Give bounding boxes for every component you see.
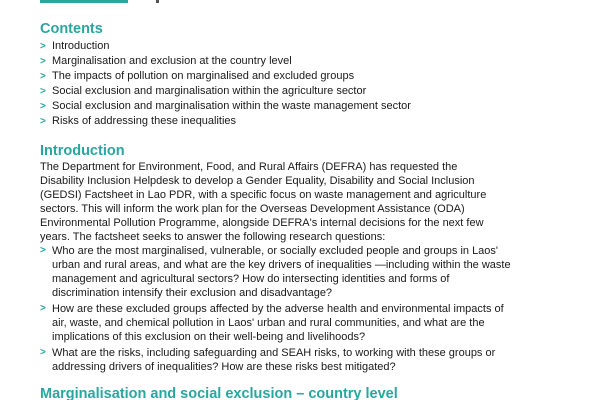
introduction-paragraph xyxy=(40,160,560,244)
paragraph-line: Environmental Pollution Programme, alongside DEFRA's internal decisions for the next few xyxy=(40,217,484,229)
paragraph-line: The Department for Environment, Food, and Rural Affairs (DEFRA) has requested the xyxy=(40,161,458,173)
paragraph-line: Disability Inclusion Helpdesk to develop a Gender Equality, Disability and Social Inclusion xyxy=(40,175,475,187)
question-line: management and agricultural sectors? How do intersecting identities and forms of xyxy=(52,273,450,285)
question-line: Who are the most marginalised, vulnerable, or socially excluded people and groups in Laos' xyxy=(52,245,499,257)
chevron-right-icon: > xyxy=(40,303,46,314)
contents-heading: Contents xyxy=(40,21,103,37)
chevron-right-icon: > xyxy=(40,116,46,127)
chevron-right-icon: > xyxy=(40,101,46,112)
question-line: addressing drivers of inequalities? How are these risks best mitigated? xyxy=(52,361,396,373)
chevron-right-icon: > xyxy=(40,347,46,358)
question-line: What are the risks, including safeguarding and SEAH risks, to working with these groups or xyxy=(52,347,496,359)
chevron-right-icon: > xyxy=(40,41,46,52)
question-line: discrimination intensify their exclusion and disadvantage? xyxy=(52,287,333,299)
contents-list xyxy=(40,39,411,129)
research-questions-list xyxy=(40,244,580,376)
contents-item-label: The impacts of pollution on marginalised and excluded groups xyxy=(52,70,355,82)
chevron-right-icon: > xyxy=(40,86,46,97)
paragraph-line: (GEDSI) Factsheet in Lao PDR, with a specific focus on waste management and agriculture xyxy=(40,189,487,201)
chevron-right-icon: > xyxy=(40,245,46,256)
contents-item[interactable] xyxy=(40,39,411,54)
next-section-heading: Marginalisation and social exclusion – country level xyxy=(40,386,398,400)
contents-item[interactable] xyxy=(40,84,411,99)
contents-item[interactable] xyxy=(40,99,411,114)
question-line: air, waste, and chemical pollution in Laos' urban and rural communities, and what are the xyxy=(52,317,485,329)
introduction-heading: Introduction xyxy=(40,143,125,159)
research-question xyxy=(40,346,580,374)
paragraph-line: sectors. This will inform the work plan for the Overseas Development Assistance (ODA) xyxy=(40,203,465,215)
contents-item[interactable] xyxy=(40,54,411,69)
question-text xyxy=(52,244,511,300)
contents-item-label: Social exclusion and marginalisation within the waste management sector xyxy=(52,100,411,112)
research-question xyxy=(40,302,580,344)
header-accent-rule xyxy=(40,0,128,3)
question-line: urban and rural areas, and what are the key drivers of inequalities —including within the waste xyxy=(52,259,511,271)
contents-item[interactable] xyxy=(40,114,411,129)
contents-item[interactable] xyxy=(40,69,411,84)
chevron-right-icon: > xyxy=(40,71,46,82)
paragraph-line: years. The factsheet seeks to answer the following research questions: xyxy=(40,231,386,243)
contents-item-label: Marginalisation and exclusion at the country level xyxy=(52,55,292,67)
header-mark xyxy=(156,0,159,3)
contents-item-label: Risks of addressing these inequalities xyxy=(52,115,237,127)
contents-item-label: Social exclusion and marginalisation within the agriculture sector xyxy=(52,85,367,97)
question-text xyxy=(52,346,495,374)
question-text xyxy=(52,302,504,344)
question-line: How are these excluded groups affected by the adverse health and environmental impacts of xyxy=(52,303,504,315)
research-question xyxy=(40,244,580,300)
question-line: implications of this exclusion on their well-being and livelihoods? xyxy=(52,331,366,343)
contents-item-label: Introduction xyxy=(52,40,110,52)
chevron-right-icon: > xyxy=(40,56,46,67)
